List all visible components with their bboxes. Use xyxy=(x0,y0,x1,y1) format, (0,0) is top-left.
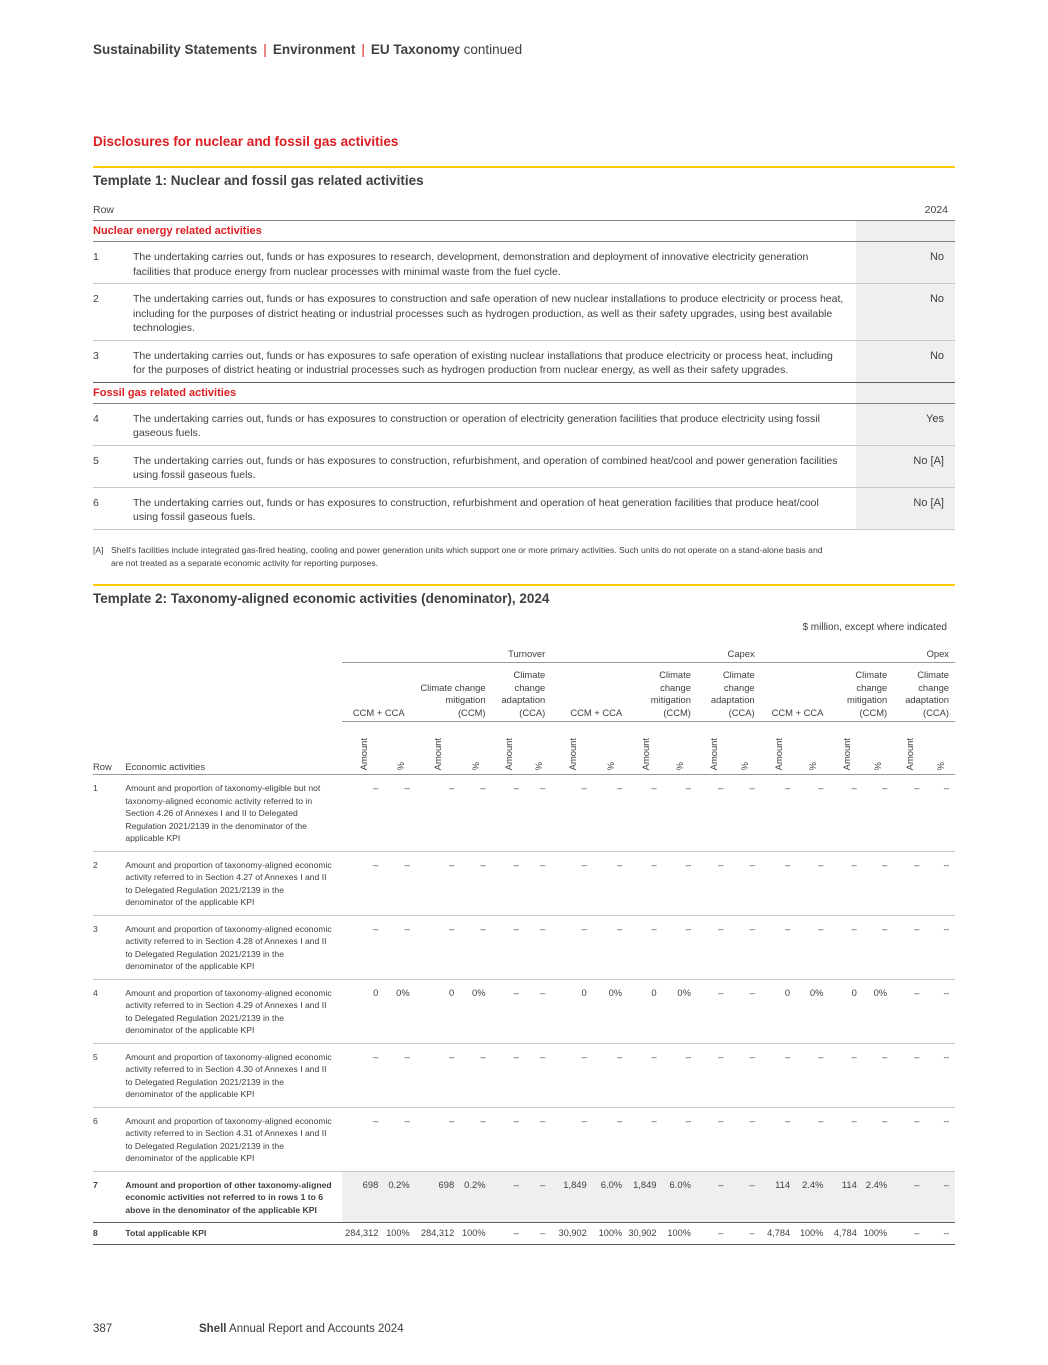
percent-cell: 0% xyxy=(593,979,628,1043)
percent-cell: 100% xyxy=(460,1223,491,1245)
col-header-amount xyxy=(342,722,384,775)
col-header-amount xyxy=(829,722,862,775)
amount-cell: – xyxy=(893,979,925,1043)
percent-cell: – xyxy=(460,915,491,979)
percent-cell: 0% xyxy=(460,979,491,1043)
sub-ccm: Climate change mitigation (CCM) xyxy=(628,663,697,722)
group-opex: Opex xyxy=(761,645,955,663)
sub-ccm-cca: CCM + CCA xyxy=(551,663,628,722)
percent-cell: – xyxy=(663,1107,697,1171)
col-header-amount xyxy=(893,722,925,775)
amount-cell: – xyxy=(492,1223,525,1245)
percent-cell: – xyxy=(384,1043,415,1107)
percent-cell: – xyxy=(796,915,829,979)
col-header-activity: Economic activities xyxy=(125,722,341,775)
amount-cell: – xyxy=(492,1171,525,1223)
nuclear-rows xyxy=(93,242,955,383)
amount-label: Amount xyxy=(840,737,852,770)
amount-cell: – xyxy=(551,851,592,915)
percent-cell: – xyxy=(384,775,415,852)
amount-cell: – xyxy=(697,915,729,979)
row-value: No xyxy=(856,242,955,284)
col-header-percent xyxy=(729,722,760,775)
amount-cell: 0 xyxy=(416,979,461,1043)
row-number: 2 xyxy=(93,284,133,341)
row-number: 4 xyxy=(93,979,125,1043)
report-title: Annual Report and Accounts 2024 xyxy=(229,1323,404,1335)
percent-cell: – xyxy=(525,979,551,1043)
amount-cell: – xyxy=(342,915,384,979)
row-description: Amount and proportion of taxonomy-aligned economic activity referred to in Section 4.27 of Annexes I and II to Delegated Regulation 2021/2139 in the denominator of the applicable KPI xyxy=(125,851,341,915)
amount-cell: – xyxy=(342,851,384,915)
amount-cell: 0 xyxy=(829,979,862,1043)
amount-cell: – xyxy=(342,775,384,852)
amount-cell: – xyxy=(492,915,525,979)
percent-cell: – xyxy=(796,1043,829,1107)
amount-cell: – xyxy=(761,915,796,979)
group-fossil: Fossil gas related activities xyxy=(93,382,856,403)
percent-cell: – xyxy=(384,915,415,979)
amount-cell: – xyxy=(761,1107,796,1171)
percent-cell: – xyxy=(525,1107,551,1171)
percent-cell: – xyxy=(729,915,760,979)
amount-cell: – xyxy=(492,851,525,915)
table-row xyxy=(93,979,955,1043)
divider xyxy=(93,166,955,168)
amount-cell: – xyxy=(829,851,862,915)
amount-cell: – xyxy=(893,1171,925,1223)
amount-cell: – xyxy=(893,775,925,852)
percent-cell: – xyxy=(729,1043,760,1107)
amount-cell: 4,784 xyxy=(761,1223,796,1245)
amount-cell: – xyxy=(697,1043,729,1107)
amount-label: Amount xyxy=(566,737,578,770)
amount-cell: – xyxy=(697,1223,729,1245)
amount-label: Amount xyxy=(357,737,369,770)
amount-cell: 1,849 xyxy=(551,1171,592,1223)
percent-cell: – xyxy=(926,1171,955,1223)
amount-cell: – xyxy=(628,1043,662,1107)
amount-cell: – xyxy=(416,1107,461,1171)
sub-ccm-cca: CCM + CCA xyxy=(342,663,416,722)
percent-cell: – xyxy=(863,1043,893,1107)
amount-cell: 698 xyxy=(342,1171,384,1223)
amount-cell: 30,902 xyxy=(628,1223,662,1245)
amount-cell: 0 xyxy=(342,979,384,1043)
amount-cell: – xyxy=(416,775,461,852)
row-description: Amount and proportion of taxonomy-aligned economic activity referred to in Section 4.31 of Annexes I and II to Delegated Regulation 2021/2139 in the denominator of the applicable KPI xyxy=(125,1107,341,1171)
row-number: 6 xyxy=(93,1107,125,1171)
table-row xyxy=(93,1223,955,1245)
percent-cell: – xyxy=(593,915,628,979)
amount-cell: 284,312 xyxy=(342,1223,384,1245)
amount-cell: – xyxy=(416,1043,461,1107)
percent-cell: 2.4% xyxy=(863,1171,893,1223)
amount-cell: – xyxy=(697,1171,729,1223)
row-description: The undertaking carries out, funds or has exposures to construction and safe operation of new nuclear installations to produce electricity or process heat, including for the purposes of district heating or industrial processes such as hydrogen production, as well as their safety upgrades, using best available technologies. xyxy=(133,284,856,341)
percent-cell: 100% xyxy=(593,1223,628,1245)
col-header-percent xyxy=(663,722,697,775)
template2-rows xyxy=(93,775,955,1245)
amount-cell: 4,784 xyxy=(829,1223,862,1245)
amount-cell: – xyxy=(628,851,662,915)
amount-cell: – xyxy=(829,1107,862,1171)
percent-cell: – xyxy=(663,1043,697,1107)
percent-label: % xyxy=(739,761,751,770)
col-header-percent xyxy=(863,722,893,775)
row-description: Total applicable KPI xyxy=(125,1223,341,1245)
percent-cell: 100% xyxy=(863,1223,893,1245)
percent-cell: – xyxy=(525,1043,551,1107)
percent-cell: – xyxy=(796,851,829,915)
col-header-row: Row xyxy=(93,200,856,221)
col-header-amount xyxy=(416,722,461,775)
page-footer xyxy=(93,1323,404,1335)
amount-cell: – xyxy=(492,1107,525,1171)
row-description: Amount and proportion of taxonomy-aligned economic activity referred to in Section 4.30 of Annexes I and II to Delegated Regulation 2021/2139 in the denominator of the applicable KPI xyxy=(125,1043,341,1107)
amount-cell: – xyxy=(342,1043,384,1107)
percent-cell: – xyxy=(663,775,697,852)
percent-cell: – xyxy=(863,775,893,852)
row-number: 6 xyxy=(93,487,133,529)
template1-title: Template 1: Nuclear and fossil gas related activities xyxy=(93,173,424,188)
percent-cell: 0.2% xyxy=(460,1171,491,1223)
amount-cell: – xyxy=(628,915,662,979)
col-header-percent xyxy=(525,722,551,775)
percent-cell: – xyxy=(729,851,760,915)
percent-cell: – xyxy=(663,851,697,915)
percent-cell: – xyxy=(729,1171,760,1223)
row-description: Amount and proportion of other taxonomy-aligned economic activities not referred to in rows 1 to 6 above in the denominator of the applicable KPI xyxy=(125,1171,341,1223)
percent-cell: 0% xyxy=(663,979,697,1043)
amount-cell: – xyxy=(492,979,525,1043)
percent-label: % xyxy=(674,761,686,770)
percent-cell: – xyxy=(926,915,955,979)
fossil-rows xyxy=(93,403,955,529)
table-row xyxy=(93,242,955,284)
sub-ccm: Climate change mitigation (CCM) xyxy=(416,663,492,722)
percent-cell: – xyxy=(926,1043,955,1107)
col-header-year: 2024 xyxy=(856,200,955,221)
breadcrumb-sustainability: Sustainability Statements xyxy=(93,42,258,57)
col-header-percent xyxy=(460,722,491,775)
row-value: No xyxy=(856,284,955,341)
amount-cell: – xyxy=(551,1043,592,1107)
template2-title: Template 2: Taxonomy-aligned economic activities (denominator), 2024 xyxy=(93,591,550,606)
percent-label: % xyxy=(872,761,884,770)
amount-label: Amount xyxy=(432,737,444,770)
table-row xyxy=(93,851,955,915)
amount-cell: – xyxy=(492,775,525,852)
group-turnover: Turnover xyxy=(342,645,551,663)
amount-cell: – xyxy=(697,775,729,852)
row-value: Yes xyxy=(856,403,955,445)
breadcrumb-separator: | xyxy=(263,42,267,57)
percent-cell: – xyxy=(384,851,415,915)
percent-cell: 0% xyxy=(863,979,893,1043)
amount-cell: 114 xyxy=(761,1171,796,1223)
row-number: 1 xyxy=(93,775,125,852)
percent-cell: – xyxy=(525,775,551,852)
amount-cell: – xyxy=(829,915,862,979)
amount-cell: – xyxy=(829,775,862,852)
amount-cell: – xyxy=(893,1043,925,1107)
amount-label: Amount xyxy=(639,737,651,770)
template1-table xyxy=(93,200,955,530)
table-row xyxy=(93,1171,955,1223)
percent-cell: – xyxy=(460,851,491,915)
percent-cell: – xyxy=(525,1171,551,1223)
amount-cell: – xyxy=(342,1107,384,1171)
divider xyxy=(93,584,955,586)
percent-cell: 0.2% xyxy=(384,1171,415,1223)
footnote xyxy=(93,544,953,569)
percent-cell: – xyxy=(729,1223,760,1245)
amount-cell: – xyxy=(416,851,461,915)
row-description: The undertaking carries out, funds or has exposures to construction, refurbishment and operation of heat generation facilities that produce heat/cool using fossil gaseous fuels. xyxy=(133,487,856,529)
amount-cell: – xyxy=(893,915,925,979)
percent-cell: – xyxy=(593,1043,628,1107)
template2-table xyxy=(93,645,955,1245)
table-row xyxy=(93,284,955,341)
percent-cell: – xyxy=(729,775,760,852)
unit-note: $ million, except where indicated xyxy=(802,622,947,633)
percent-label: % xyxy=(807,761,819,770)
percent-label: % xyxy=(394,761,406,770)
col-header-amount xyxy=(628,722,662,775)
row-number: 4 xyxy=(93,403,133,445)
amount-cell: – xyxy=(551,1107,592,1171)
amount-cell: 0 xyxy=(628,979,662,1043)
group-capex: Capex xyxy=(551,645,760,663)
percent-cell: – xyxy=(593,851,628,915)
table-row xyxy=(93,1107,955,1171)
percent-label: % xyxy=(470,761,482,770)
row-description: The undertaking carries out, funds or has exposures to research, development, demonstration and deployment of innovative electricity generation facilities that produce energy from nuclear processes with minimal waste from the fuel cycle. xyxy=(133,242,856,284)
amount-cell: 698 xyxy=(416,1171,461,1223)
percent-cell: – xyxy=(593,775,628,852)
row-number: 3 xyxy=(93,915,125,979)
table-row xyxy=(93,915,955,979)
group-nuclear: Nuclear energy related activities xyxy=(93,221,856,242)
percent-cell: 100% xyxy=(663,1223,697,1245)
col-header-percent xyxy=(796,722,829,775)
sub-ccm: Climate change mitigation (CCM) xyxy=(829,663,893,722)
breadcrumb-environment: Environment xyxy=(272,42,356,57)
percent-cell: – xyxy=(460,1043,491,1107)
percent-label: % xyxy=(532,761,544,770)
amount-label: Amount xyxy=(502,737,514,770)
percent-cell: – xyxy=(926,1223,955,1245)
breadcrumb-eu-taxonomy: EU Taxonomy xyxy=(370,42,460,57)
amount-label: Amount xyxy=(903,737,915,770)
sub-cca: Climate change adaptation (CCA) xyxy=(492,663,552,722)
percent-cell: – xyxy=(863,851,893,915)
percent-cell: 6.0% xyxy=(663,1171,697,1223)
row-value: No [A] xyxy=(856,487,955,529)
breadcrumb-separator: | xyxy=(361,42,365,57)
percent-cell: 2.4% xyxy=(796,1171,829,1223)
table-row xyxy=(93,1043,955,1107)
amount-cell: 114 xyxy=(829,1171,862,1223)
amount-cell: – xyxy=(492,1043,525,1107)
percent-label: % xyxy=(934,761,946,770)
percent-cell: 6.0% xyxy=(593,1171,628,1223)
row-number: 7 xyxy=(93,1171,125,1223)
amount-cell: – xyxy=(893,1223,925,1245)
amount-cell: – xyxy=(829,1043,862,1107)
row-description: Amount and proportion of taxonomy-eligible but not taxonomy-aligned economic activity referred to in Section 4.26 of Annexes I and II to Delegated Regulation 2021/2139 in the denominator of the applicable KPI xyxy=(125,775,341,852)
col-header-amount xyxy=(761,722,796,775)
table-row xyxy=(93,775,955,852)
percent-cell: – xyxy=(384,1107,415,1171)
row-number: 8 xyxy=(93,1223,125,1245)
amount-cell: 0 xyxy=(761,979,796,1043)
amount-cell: – xyxy=(416,915,461,979)
percent-cell: – xyxy=(460,1107,491,1171)
amount-cell: – xyxy=(893,851,925,915)
row-description: The undertaking carries out, funds or has exposures to construction or operation of electricity generation facilities that produce electricity using fossil gaseous fuels. xyxy=(133,403,856,445)
row-value: No xyxy=(856,340,955,382)
amount-cell: – xyxy=(628,1107,662,1171)
percent-cell: 0% xyxy=(384,979,415,1043)
amount-cell: – xyxy=(761,851,796,915)
table-row xyxy=(93,403,955,445)
amount-cell: 0 xyxy=(551,979,592,1043)
col-header-percent xyxy=(384,722,415,775)
row-number: 5 xyxy=(93,445,133,487)
percent-cell: – xyxy=(729,979,760,1043)
brand-name: Shell xyxy=(199,1323,227,1335)
row-description: Amount and proportion of taxonomy-aligned economic activity referred to in Section 4.28 of Annexes I and II to Delegated Regulation 2021/2139 in the denominator of the applicable KPI xyxy=(125,915,341,979)
col-header-amount xyxy=(551,722,592,775)
percent-cell: 100% xyxy=(384,1223,415,1245)
row-number: 3 xyxy=(93,340,133,382)
percent-cell: 100% xyxy=(796,1223,829,1245)
amount-cell: 284,312 xyxy=(416,1223,461,1245)
amount-cell: – xyxy=(551,775,592,852)
sub-cca: Climate change adaptation (CCA) xyxy=(893,663,955,722)
amount-cell: – xyxy=(697,1107,729,1171)
breadcrumb xyxy=(93,42,522,57)
percent-cell: – xyxy=(796,1107,829,1171)
amount-cell: 1,849 xyxy=(628,1171,662,1223)
percent-cell: – xyxy=(525,1223,551,1245)
col-header-percent xyxy=(926,722,955,775)
row-description: The undertaking carries out, funds or has exposures to safe operation of existing nuclear installations that produce electricity or process heat, including for the purposes of district heating or industrial processes such as hydrogen production from nuclear energy, as well as their safety upgrades. xyxy=(133,340,856,382)
amount-cell: – xyxy=(628,775,662,852)
section-title: Disclosures for nuclear and fossil gas activities xyxy=(93,134,399,149)
row-number: 5 xyxy=(93,1043,125,1107)
percent-label: % xyxy=(604,761,616,770)
table-row xyxy=(93,487,955,529)
amount-cell: – xyxy=(761,1043,796,1107)
percent-cell: – xyxy=(663,915,697,979)
amount-label: Amount xyxy=(707,737,719,770)
amount-cell: – xyxy=(697,851,729,915)
amount-label: Amount xyxy=(772,737,784,770)
percent-cell: 0% xyxy=(796,979,829,1043)
col-header-amount xyxy=(697,722,729,775)
percent-cell: – xyxy=(926,979,955,1043)
amount-cell: – xyxy=(697,979,729,1043)
percent-cell: – xyxy=(863,915,893,979)
page-number: 387 xyxy=(93,1323,113,1335)
footnote-tag: [A] xyxy=(93,545,104,555)
percent-cell: – xyxy=(863,1107,893,1171)
row-description: Amount and proportion of taxonomy-aligned economic activity referred to in Section 4.29 of Annexes I and II to Delegated Regulation 2021/2139 in the denominator of the applicable KPI xyxy=(125,979,341,1043)
row-description: The undertaking carries out, funds or has exposures to construction, refurbishment, and operation of combined heat/cool and power generation facilities using fossil gaseous fuels. xyxy=(133,445,856,487)
percent-cell: – xyxy=(460,775,491,852)
percent-cell: – xyxy=(525,851,551,915)
percent-cell: – xyxy=(729,1107,760,1171)
table-row xyxy=(93,340,955,382)
percent-cell: – xyxy=(796,775,829,852)
percent-cell: – xyxy=(926,1107,955,1171)
breadcrumb-continued: continued xyxy=(463,42,523,57)
col-header-percent xyxy=(593,722,628,775)
amount-cell: 30,902 xyxy=(551,1223,592,1245)
percent-cell: – xyxy=(593,1107,628,1171)
col-header-amount xyxy=(492,722,525,775)
row-number: 2 xyxy=(93,851,125,915)
percent-cell: – xyxy=(926,775,955,852)
amount-cell: – xyxy=(551,915,592,979)
col-header-row: Row xyxy=(93,722,125,775)
percent-cell: – xyxy=(926,851,955,915)
sub-cca: Climate change adaptation (CCA) xyxy=(697,663,761,722)
amount-cell: – xyxy=(893,1107,925,1171)
percent-cell: – xyxy=(525,915,551,979)
row-number: 1 xyxy=(93,242,133,284)
footnote-text: Shell's facilities include integrated gas-fired heating, cooling and power generation units which support one or more primary activities. Such units do not operate on a stand-alone basis and xyxy=(111,545,823,555)
amount-cell: – xyxy=(761,775,796,852)
table-row xyxy=(93,445,955,487)
footnote-text-cont: are not treated as a separate economic activity for reporting purposes. xyxy=(111,557,379,568)
sub-ccm-cca: CCM + CCA xyxy=(761,663,830,722)
row-value: No [A] xyxy=(856,445,955,487)
